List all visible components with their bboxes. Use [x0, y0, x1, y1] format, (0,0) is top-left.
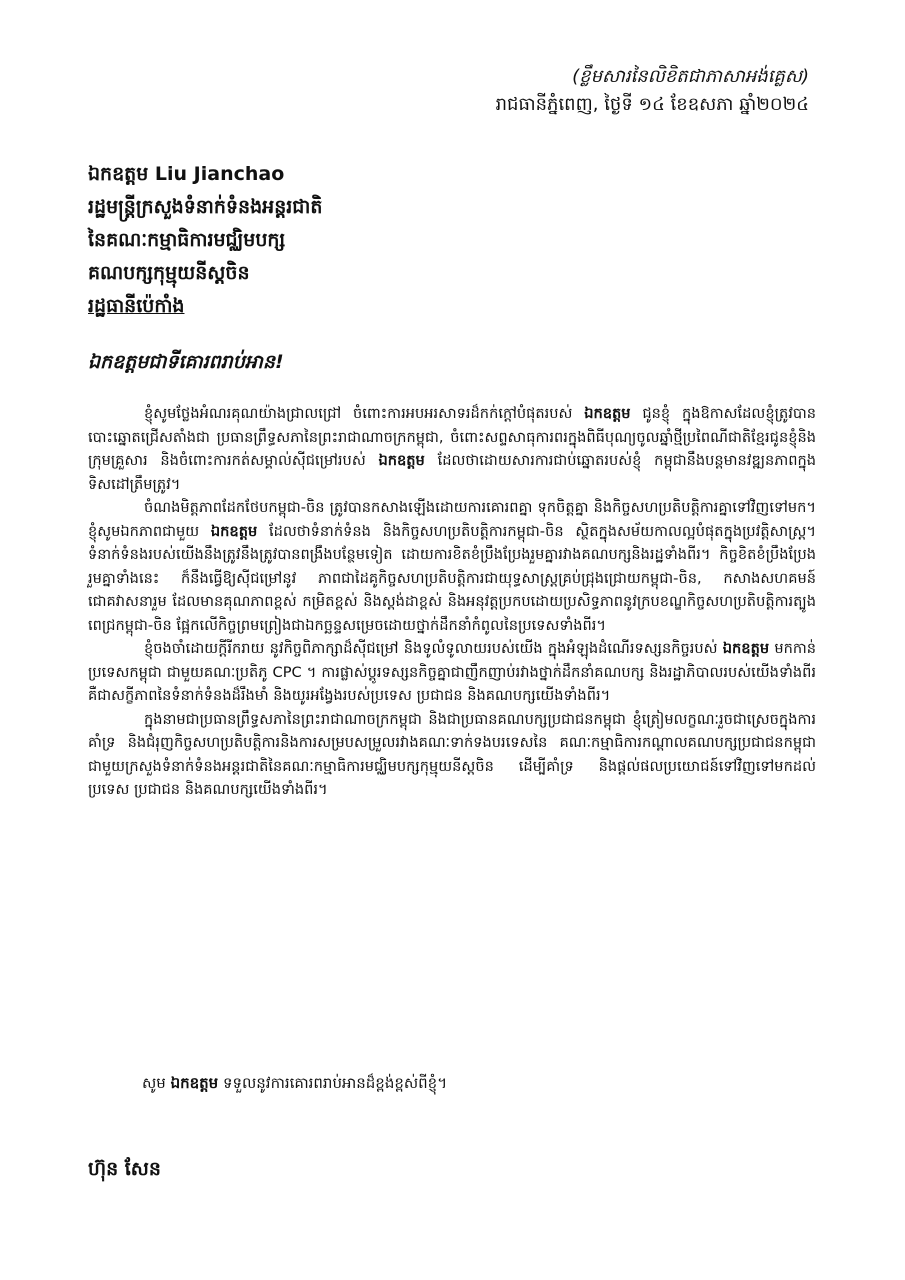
- closing-text: សូម: [142, 1074, 171, 1092]
- honorific: ឯកឧត្តម: [584, 405, 631, 422]
- paragraph-text: ចំណងមិត្តភាពដែកថែបកម្ពុជា-ចិន ត្រូវបានកសាងឡើងដោយការគោរពគ្នា ទុកចិត្តគ្នា និងកិច្ចសហប្រតិបត្តិការគ្នាទៅវិញទៅមក។ ខ្ញុំសូមឯកភាពជាមួយ: [88, 499, 816, 540]
- paragraph-text: ជូនខ្ញុំ ក្នុងឱកាសដែលខ្ញុំត្រូវបានបោះឆ្នោតជ្រើសតាំងជា ប្រធានព្រឹទ្ធសភានៃព្រះរាជាណាចក្រកម្ពុជា, ចំពោះសព្ទសាធុការពរក្នុងពិធីបុណ្យចូលឆ្នាំថ្មីប្រពៃណីជាតិខ្មែរជូនខ្ញុំនិងក្រុមគ្រួសារ និងចំពោះការកត់សម្គាល់ស៊ីជម្រៅរបស់: [88, 405, 816, 469]
- translation-note: (ខ្លឹមសារនៃលិខិតជាភាសាអង់គ្លេស): [572, 66, 809, 87]
- addressee-title: រដ្ឋមន្ត្រីក្រសួងទំនាក់ទំនងអន្តរជាតិ: [88, 196, 323, 218]
- addressee-party: គណបក្សកុម្មុយនីស្តចិន: [88, 262, 250, 284]
- paragraph-text: ក្នុងនាមជាប្រធានព្រឹទ្ធសភានៃព្រះរាជាណាចក្រកម្ពុជា និងជាប្រធានគណបក្សប្រជាជនកម្ពុជា ខ្ញុំត្រៀមលក្ខណៈរួចជាស្រេចក្នុងការគាំទ្រ និងជំរុញកិច្ចសហប្រតិបត្តិការនិងការសម្របសម្រួលរវាងគណៈទាក់ទងបរទេសនៃ គណៈកម្មាធិការកណ្តាលគណបក្សប្រជាជនកម្ពុជា ជាមួយក្រសួងទំនាក់ទំនងអន្តរជាតិនៃគណៈកម្មាធិការមជ្ឈិមបក្សកុម្មុយនីស្តចិន ដើម្បីគាំទ្រ និងផ្តល់ផលប្រយោជន៍ទៅវិញទៅមកដល់ប្រទេស ប្រជាជន និងគណបក្សយើងទាំងពីរ។: [88, 710, 816, 798]
- paragraph-2: [88, 496, 816, 637]
- honorific: ឯកឧត្តម: [378, 452, 425, 469]
- honorific: ឯកឧត្តម: [722, 640, 770, 657]
- paragraph-text: ខ្ញុំចងចាំដោយក្តីរីករាយ នូវកិច្ចពិភាក្សាដ៏ស៊ីជម្រៅ និងទូលំទូលាយរបស់យើង ក្នុងអំឡុងដំណើរទស្សនកិច្ចរបស់: [144, 640, 723, 657]
- paragraph-4: [88, 708, 816, 802]
- paragraph-1: [88, 402, 816, 496]
- paragraph-text: ដែលថាទំនាក់ទំនង និងកិច្ចសហប្រតិបត្តិការកម្ពុជា-ចិន ស្ថិតក្នុងសម័យកាលល្អបំផុតក្នុងប្រវត្តិសាស្ត្រ។ ទំនាក់ទំនងរបស់យើងនឹងត្រូវនឹងត្រូវបានពង្រឹងបន្ថែមទៀត ដោយការខិតខំប្រឹងប្រែងរួមគ្នារវាងគណបក្សនិងរដ្ឋទាំងពីរ។ កិច្ចខិតខំប្រឹងប្រែងរួមគ្នាទាំងនេះ ក៏នឹងធ្វើឱ្យស៊ីជម្រៅនូវ ភាពជាដៃគូកិច្ចសហប្រតិបត្តិការជាយុទ្ធសាស្ត្រគ្រប់ជ្រុងជ្រោយកម្ពុជា-ចិន, កសាងសហគមន៍ជោគវាសនារួម ដែលមានគុណភាពខ្ពស់ កម្រិតខ្ពស់ និងស្តង់ដាខ្ពស់ និងអនុវត្តប្រកបដោយប្រសិទ្ធភាពនូវក្របខណ្ឌកិច្ចសហប្រតិបត្តិការត្បូងពេជ្រកម្ពុជា-ចិន ផ្អែកលើកិច្ចព្រមព្រៀងជាឯកច្ឆន្ទសម្រេចដោយថ្នាក់ដឹកនាំកំពូលនៃប្រទេសទាំងពីរ។: [88, 522, 816, 634]
- paragraph-text: ខ្ញុំសូមថ្លែងអំណរគុណយ៉ាងជ្រាលជ្រៅ ចំពោះការអបអរសាទរដ៏កក់ក្តៅបំផុតរបស់: [144, 405, 585, 422]
- honorific: ឯកឧត្តម: [170, 1074, 219, 1092]
- letter-body: [88, 402, 816, 802]
- closing-text: ទទួលនូវការគោរពរាប់អានដ៏ខ្ពង់ខ្ពស់ពីខ្ញុំ។: [218, 1074, 448, 1092]
- paragraph-text: ដែលថាដោយសារការជាប់ឆ្នោតរបស់ខ្ញុំ កម្ពុជានឹងបន្តមានវឌ្ឍនភាពក្នុងទិសដៅត្រឹមត្រូវ។: [88, 452, 817, 493]
- salutation: ឯកឧត្តមជាទីគោរពរាប់អាន!: [88, 351, 284, 373]
- addressee-city: រដ្ឋធានីប៉េកាំង: [88, 295, 185, 317]
- addressee-committee: នៃគណៈកម្មាធិការមជ្ឈិមបក្ស: [88, 229, 286, 251]
- addressee-name: ឯកឧត្តម Liu Jianchao: [88, 163, 285, 185]
- place-and-date: រាជធានីភ្នំពេញ, ថ្ងៃទី ១៤ ខែឧសភា ឆ្នាំ២០២៤: [495, 94, 809, 115]
- honorific: ឯកឧត្តម: [210, 522, 258, 540]
- addressee-block: [88, 158, 808, 323]
- paragraph-text: មកកាន់ប្រទេសកម្ពុជា ជាមួយគណៈប្រតិភូ CPC ។ ការផ្លាស់ប្តូរទស្សនកិច្ចគ្នាជាញឹកញាប់រវាងថ្នាក់ដឹកនាំគណបក្ស និងរដ្ឋាភិបាលរបស់យើងទាំងពីរ គឺជាសក្ខីភាពនៃទំនាក់ទំនងដ៏រឹងមាំ និងយូរអង្វែងរបស់ប្រទេស ប្រជាជន និងគណបក្សយើងទាំងពីរ។: [88, 640, 817, 704]
- signatory-name: ហ៊ុន សែន: [88, 1158, 161, 1180]
- paragraph-3: [88, 637, 816, 708]
- closing-line: [142, 1074, 447, 1096]
